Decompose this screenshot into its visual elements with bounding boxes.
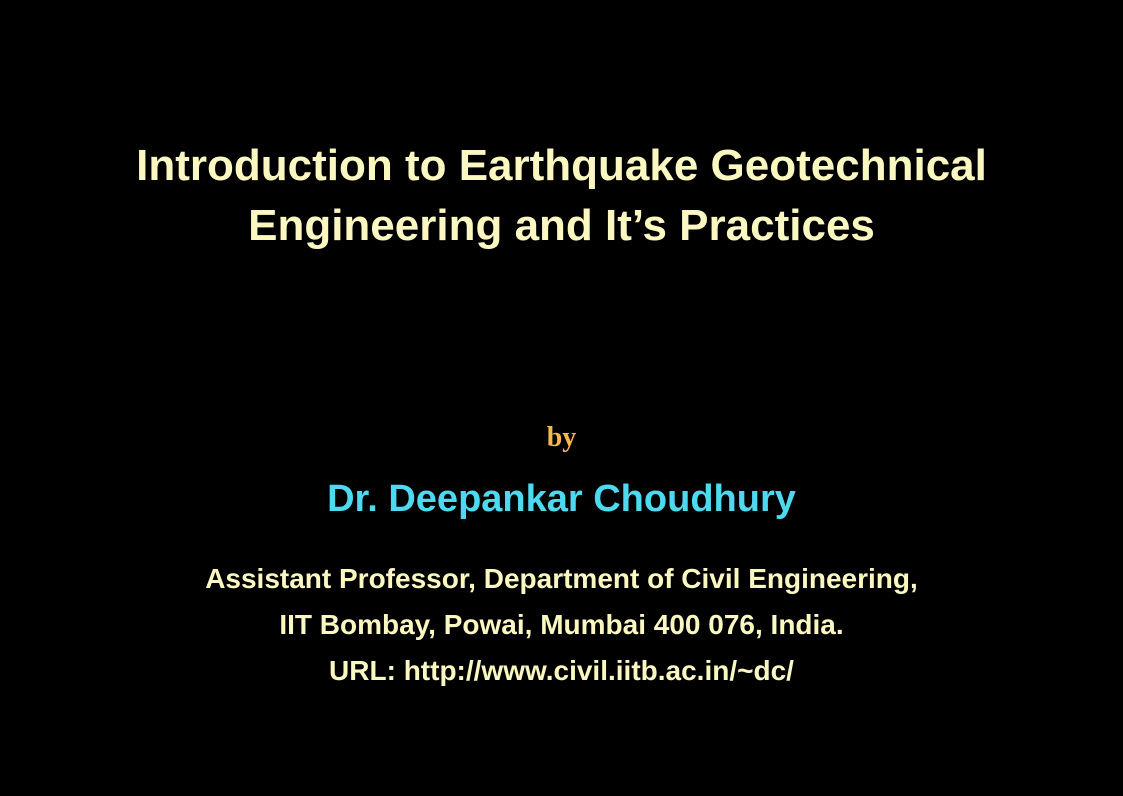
by-label: by xyxy=(546,422,577,453)
affiliation-position: Assistant Professor, Department of Civil Engineering, xyxy=(205,563,918,594)
affiliation-address: IIT Bombay, Powai, Mumbai 400 076, India. xyxy=(279,609,844,640)
slide-title xyxy=(0,136,1123,256)
author-name: Dr. Deepankar Choudhury xyxy=(327,478,796,520)
title-line-2: Engineering and It’s Practices xyxy=(248,201,875,250)
affiliation-url: URL: http://www.civil.iitb.ac.in/~dc/ xyxy=(329,655,794,686)
affiliation-block xyxy=(0,556,1123,694)
title-line-1: Introduction to Earthquake Geotechnical xyxy=(136,141,987,190)
